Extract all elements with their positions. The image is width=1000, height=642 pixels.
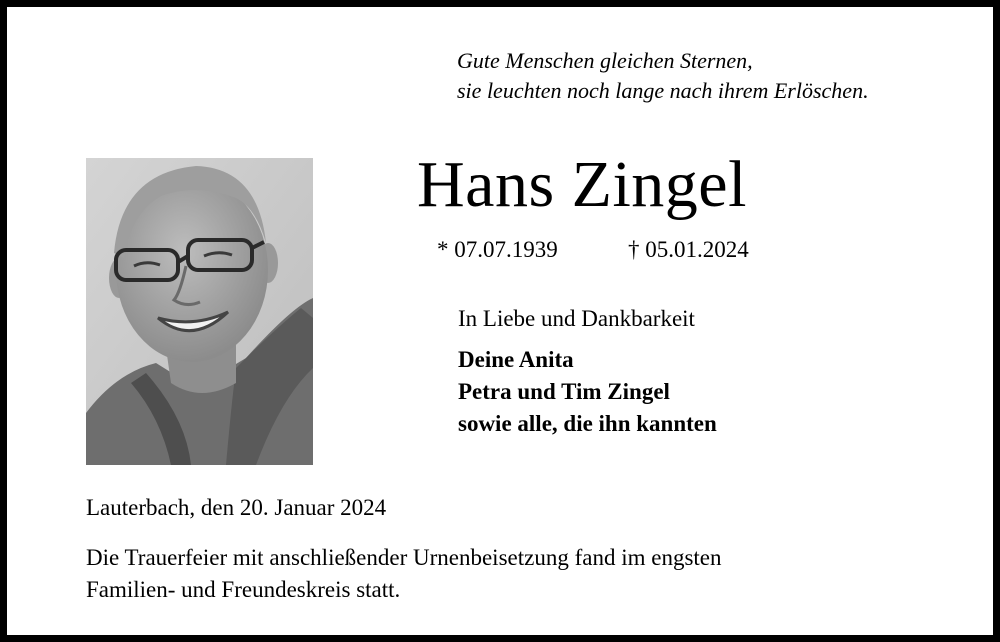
quote-line-1: Gute Menschen gleichen Sternen, (457, 48, 753, 73)
quote-line-2: sie leuchten noch lange nach ihrem Erlöschen. (457, 78, 869, 103)
ceremony-line-1: Die Trauerfeier mit anschließender Urnenbeisetzung fand im engsten (86, 545, 722, 570)
mourner-line: Petra und Tim Zingel (458, 379, 670, 404)
birth-date: * 07.07.1939 (437, 237, 558, 262)
ceremony-line-2: Familien- und Freundeskreis statt. (86, 577, 401, 602)
ceremony-info (86, 542, 722, 606)
mourner-line: sowie alle, die ihn kannten (458, 411, 717, 436)
portrait-photo (86, 158, 313, 465)
death-date: † 05.01.2024 (628, 237, 749, 262)
mourner-line: Deine Anita (458, 347, 574, 372)
memorial-quote (457, 46, 869, 106)
deceased-name: Hans Zingel (417, 148, 747, 221)
dedication-text: In Liebe und Dankbarkeit (458, 306, 695, 331)
mourners-list (458, 344, 717, 440)
place-and-date: Lauterbach, den 20. Januar 2024 (86, 495, 387, 520)
